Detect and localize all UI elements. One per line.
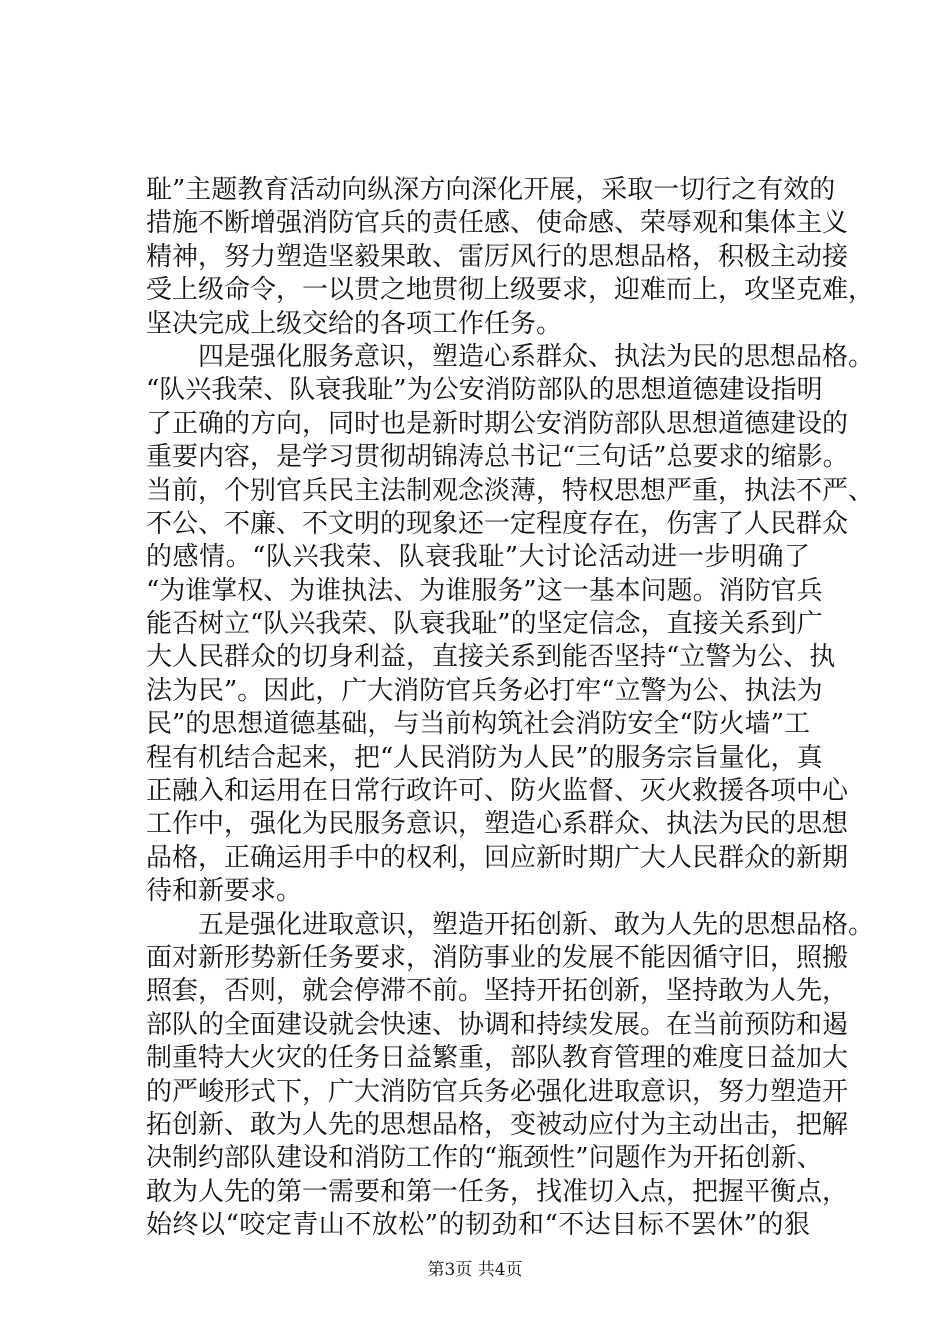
text-line: 受上级命令，一以贯之地贯彻上级要求，迎难而上，攻坚克难， — [146, 275, 875, 306]
text-line: 决制约部队建设和消防工作的“瓶颈性”问题作为开拓创新、 — [146, 1143, 823, 1174]
text-line: “队兴我荣、队衰我耻”为公安消防部队的思想道德建设指明 — [146, 375, 823, 406]
text-line: 部队的全面建设就会快速、协调和持续发展。在当前预防和遏 — [146, 1009, 849, 1040]
text-line: 敢为人先的第一需要和第一任务，找准切入点，把握平衡点， — [146, 1176, 849, 1207]
text-line: 四是强化服务意识，塑造心系群众、执法为民的思想品格。 — [146, 341, 875, 372]
text-line: 大人民群众的切身利益，直接关系到能否坚持“立警为公、执 — [146, 642, 836, 673]
text-line: 面对新形势新任务要求，消防事业的发展不能因循守旧，照搬 — [146, 942, 849, 973]
text-line: 程有机结合起来，把“人民消防为人民”的服务宗旨量化，真 — [146, 742, 823, 773]
text-line: 五是强化进取意识，塑造开拓创新、敢为人先的思想品格。 — [146, 909, 875, 940]
page-footer: 第3页 共4页 — [427, 1260, 523, 1280]
text-line: 措施不断增强消防官兵的责任感、使命感、荣辱观和集体主义 — [146, 208, 849, 239]
text-line: 拓创新、敢为人先的思想品格，变被动应付为主动出击，把解 — [146, 1109, 849, 1140]
text-line: 工作中，强化为民服务意识，塑造心系群众、执法为民的思想 — [146, 809, 849, 840]
text-line: 精神，努力塑造坚毅果敢、雷厉风行的思想品格，积极主动接 — [146, 241, 849, 272]
text-line: 能否树立“队兴我荣、队衰我耻”的坚定信念，直接关系到广 — [146, 609, 823, 640]
text-line: 始终以“咬定青山不放松”的韧劲和“不达目标不罢休”的狠 — [146, 1210, 810, 1241]
text-line: 照套，否则，就会停滞不前。坚持开拓创新，坚持敢为人先， — [146, 976, 849, 1007]
body-text — [146, 174, 875, 1243]
text-line: 正融入和运用在日常行政许可、防火监督、灭火救援各项中心 — [146, 776, 849, 807]
text-line: 待和新要求。 — [146, 876, 303, 907]
text-line: 法为民”。因此，广大消防官兵务必打牢“立警为公、执法为 — [146, 675, 823, 706]
text-line: 的感情。“队兴我荣、队衰我耻”大讨论活动进一步明确了 — [146, 542, 810, 573]
text-line: “为谁掌权、为谁执法、为谁服务”这一基本问题。消防官兵 — [146, 575, 823, 606]
text-line: 耻”主题教育活动向纵深方向深化开展，采取一切行之有效的 — [146, 175, 836, 205]
text-line: 的严峻形式下，广大消防官兵务必强化进取意识，努力塑造开 — [146, 1076, 849, 1107]
text-line: 不公、不廉、不文明的现象还一定程度存在，伤害了人民群众 — [146, 508, 849, 539]
text-line: 制重特大火灾的任务日益繁重，部队教育管理的难度日益加大 — [146, 1043, 849, 1074]
text-line: 重要内容，是学习贯彻胡锦涛总书记“三句话”总要求的缩影。 — [146, 442, 849, 473]
text-line: 民”的思想道德基础，与当前构筑社会消防安全“防火墙”工 — [146, 709, 810, 740]
text-line: 坚决完成上级交给的各项工作任务。 — [146, 308, 563, 339]
text-line: 了正确的方向，同时也是新时期公安消防部队思想道德建设的 — [146, 408, 849, 439]
text-line: 当前，个别官兵民主法制观念淡薄，特权思想严重，执法不严、 — [146, 475, 875, 506]
text-line: 品格，正确运用手中的权利，回应新时期广大人民群众的新期 — [146, 842, 849, 873]
